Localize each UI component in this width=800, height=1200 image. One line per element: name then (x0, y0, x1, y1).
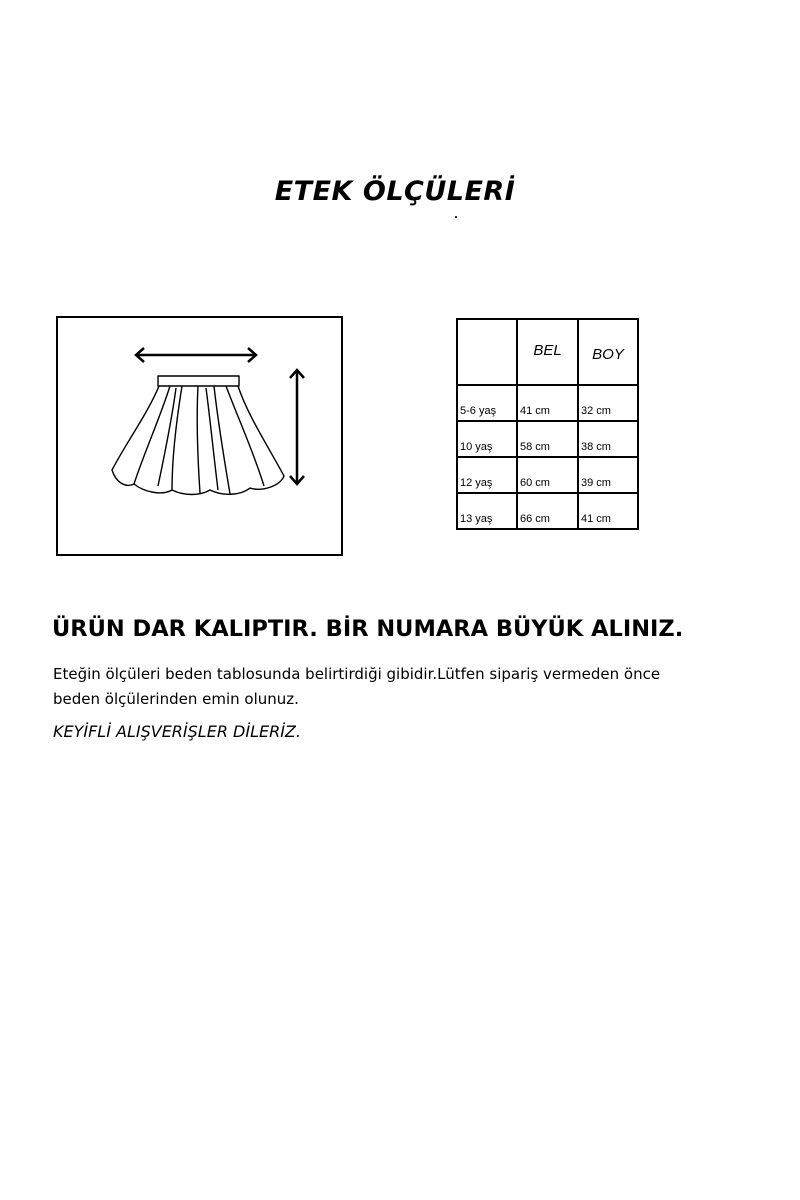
length-cell: 41 cm (578, 493, 638, 529)
skirt-icon (112, 376, 284, 495)
skirt-diagram (56, 316, 343, 556)
header-cell-length (578, 319, 638, 385)
header-waist-label: BEL (533, 341, 562, 359)
page-title: ETEK ÖLÇÜLERİ (274, 176, 516, 207)
table-row (457, 421, 638, 457)
table-row (457, 493, 638, 529)
age-cell: 10 yaş (457, 421, 517, 457)
length-cell: 38 cm (578, 421, 638, 457)
waist-cell: 60 cm (517, 457, 578, 493)
description (53, 662, 753, 712)
waist-arrow-icon (136, 348, 256, 362)
waist-cell: 58 cm (517, 421, 578, 457)
age-cell: 5-6 yaş (457, 385, 517, 421)
table-row (457, 457, 638, 493)
size-table (456, 318, 639, 530)
fit-warning: ÜRÜN DAR KALIPTIR. BİR NUMARA BÜYÜK ALINIZ. (52, 616, 684, 642)
title-dot (455, 216, 457, 218)
table-header-row (457, 319, 638, 385)
header-cell-empty (457, 319, 517, 385)
description-line-2: beden ölçülerinden emin olunuz. (53, 690, 299, 708)
age-cell: 12 yaş (457, 457, 517, 493)
length-cell: 39 cm (578, 457, 638, 493)
skirt-illustration (58, 318, 341, 554)
closing-message: KEYİFLİ ALIŞVERİŞLER DİLERİZ. (53, 722, 301, 741)
description-line-1: Eteğin ölçüleri beden tablosunda belirtirdiği gibidir.Lütfen sipariş vermeden önce (53, 665, 661, 683)
length-cell: 32 cm (578, 385, 638, 421)
header-length-label: BOY (592, 345, 624, 363)
length-arrow-icon (290, 370, 304, 484)
header-cell-waist (517, 319, 578, 385)
waist-cell: 41 cm (517, 385, 578, 421)
age-cell: 13 yaş (457, 493, 517, 529)
table-row (457, 385, 638, 421)
waist-cell: 66 cm (517, 493, 578, 529)
